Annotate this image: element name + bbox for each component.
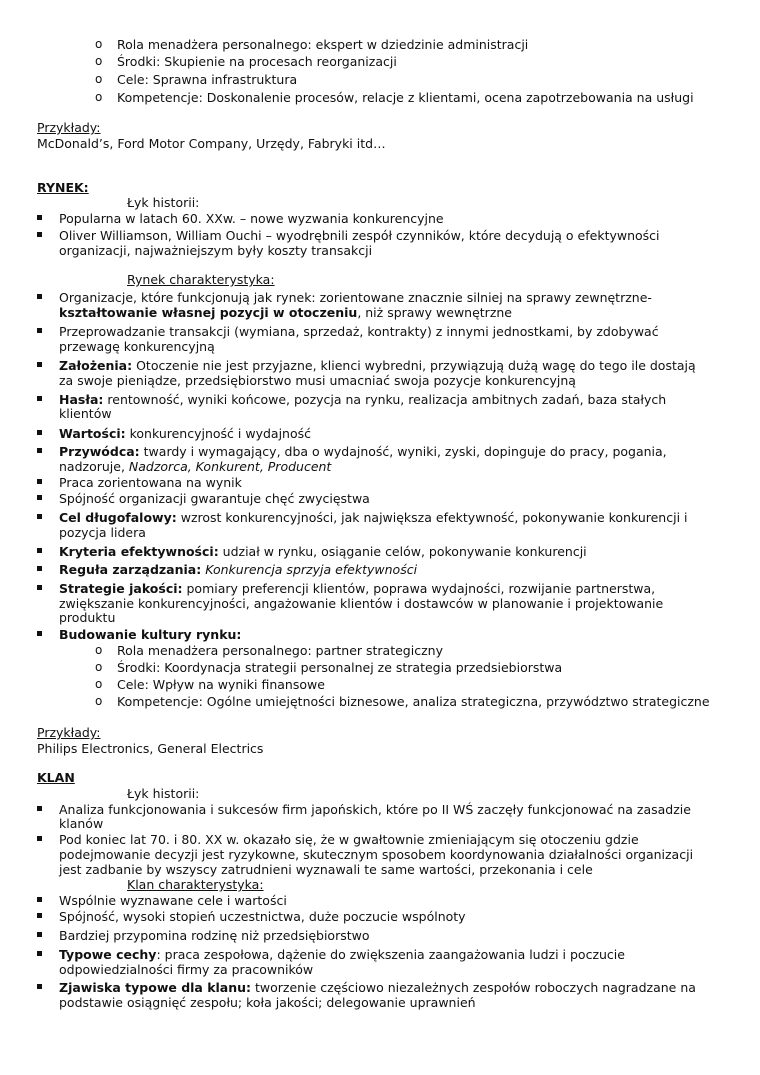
text: rentowność, wyniki końcowe, pozycja na rynku, realizacja ambitnych zadań, baza stałych xyxy=(103,392,667,407)
text: , niż sprawy wewnętrzne xyxy=(357,305,512,320)
list-item-continuation xyxy=(59,459,331,474)
list-item: Środki: Skupienie na procesach reorganizacji xyxy=(117,54,397,69)
text: tworzenie częściowo niezależnych zespołów roboczych nagradzane na xyxy=(251,980,696,995)
list-item-continuation: jest zadbanie by wszyscy zatrudnieni wyznawali te same wartości, przekonania i cele xyxy=(59,862,593,877)
text: udział w rynku, osiąganie celów, pokonywanie konkurencji xyxy=(218,544,587,559)
list-item xyxy=(59,426,311,441)
examples-text: McDonald’s, Ford Motor Company, Urzędy, Fabryki itd… xyxy=(37,136,386,151)
square-bullet-icon xyxy=(37,294,42,299)
square-bullet-icon xyxy=(37,232,42,237)
history-label: Łyk historii: xyxy=(127,195,200,210)
examples-label: Przykłady: xyxy=(37,120,101,135)
text: twardy i wymagający, dba o wydajność, wyniki, zyski, dopinguje do pracy, pogania, xyxy=(139,444,667,459)
square-bullet-icon xyxy=(37,430,42,435)
circle-bullet-icon: o xyxy=(95,37,103,51)
list-item-continuation: podstawie osiągnięć zespołu; koła jakości; delegowanie uprawnień xyxy=(59,995,476,1010)
list-item xyxy=(59,392,666,407)
square-bullet-icon xyxy=(37,328,42,333)
square-bullet-icon xyxy=(37,566,42,571)
square-bullet-icon xyxy=(37,806,42,811)
list-item-continuation xyxy=(59,305,512,320)
section-heading-klan: KLAN xyxy=(37,770,75,785)
square-bullet-icon xyxy=(37,585,42,590)
text: konkurencyjność i wydajność xyxy=(125,426,311,441)
square-bullet-icon xyxy=(37,215,42,220)
list-item: Bardziej przypomina rodzinę niż przedsiębiorstwo xyxy=(59,928,370,943)
circle-bullet-icon: o xyxy=(95,54,103,68)
section-heading-rynek: RYNEK: xyxy=(37,180,89,195)
bold-text: Założenia: xyxy=(59,358,133,373)
list-item xyxy=(59,947,625,962)
circle-bullet-icon: o xyxy=(95,660,103,674)
list-item-continuation: klanów xyxy=(59,816,104,831)
circle-bullet-icon: o xyxy=(95,677,103,691)
list-item xyxy=(59,444,667,459)
italic-text: Konkurencja sprzyja efektywności xyxy=(201,562,418,577)
bold-text: Wartości: xyxy=(59,426,126,441)
list-item: Kompetencje: Doskonalenie procesów, relacje z klientami, ocena zapotrzebowania na usługi xyxy=(117,90,694,105)
square-bullet-icon xyxy=(37,913,42,918)
list-item: Spójność, wysoki stopień uczestnictwa, duże poczucie wspólnoty xyxy=(59,909,466,924)
list-item xyxy=(59,581,655,596)
circle-bullet-icon: o xyxy=(95,694,103,708)
list-item: Organizacje, które funkcjonują jak rynek: zorientowane znacznie silniej na sprawy zewnętrzne- xyxy=(59,290,652,305)
bold-text: Zjawiska typowe dla klanu: xyxy=(59,980,252,995)
list-item: Cele: Sprawna infrastruktura xyxy=(117,72,298,87)
list-item-continuation: zwiększanie konkurencyjności, angażowanie klientów i dostawców w planowanie i projektowanie xyxy=(59,596,664,611)
characteristics-label: Klan charakterystyka: xyxy=(127,877,264,892)
list-item xyxy=(59,562,417,577)
bold-text: Reguła zarządzania: xyxy=(59,562,202,577)
list-item: Oliver Williamson, William Ouchi – wyodrębnili zespół czynników, które decydują o efektywności xyxy=(59,228,660,243)
bold-text: Przywódca: xyxy=(59,444,140,459)
history-label: Łyk historii: xyxy=(127,786,200,801)
square-bullet-icon xyxy=(37,836,42,841)
circle-bullet-icon: o xyxy=(95,643,103,657)
list-item xyxy=(59,358,696,373)
list-item: Rola menadżera personalnego: ekspert w dziedzinie administracji xyxy=(117,37,529,52)
square-bullet-icon xyxy=(37,514,42,519)
text: Otoczenie nie jest przyjazne, klienci wybredni, przywiązują dużą wagę do tego ile dostają xyxy=(132,358,696,373)
text: wzrost konkurencyjności, jak największa efektywność, pokonywanie konkurencji i xyxy=(176,510,688,525)
list-item: Analiza funkcjonowania i sukcesów firm japońskich, które po II WŚ zaczęły funkcjonować na zasadzie xyxy=(59,802,691,817)
list-item xyxy=(59,980,696,995)
list-item-continuation: pozycja lidera xyxy=(59,525,146,540)
bold-text: Cel długofalowy: xyxy=(59,510,177,525)
square-bullet-icon xyxy=(37,396,42,401)
list-item: Budowanie kultury rynku: xyxy=(59,627,242,642)
list-item-continuation: organizacji, najważniejszym były koszty transakcji xyxy=(59,243,373,258)
list-item-continuation: podejmowanie decyzji jest ryzykowne, skutecznym sposobem koordynowania działalności organizacji xyxy=(59,847,694,862)
square-bullet-icon xyxy=(37,631,42,636)
square-bullet-icon xyxy=(37,984,42,989)
list-item: Środki: Koordynacja strategii personalnej ze strategia przedsiebiorstwa xyxy=(117,660,563,675)
square-bullet-icon xyxy=(37,951,42,956)
list-item-continuation: odpowiedzialności firmy za pracowników xyxy=(59,962,314,977)
list-item: Spójność organizacji gwarantuje chęć zwycięstwa xyxy=(59,491,370,506)
bold-text: Typowe cechy xyxy=(59,947,157,962)
square-bullet-icon xyxy=(37,448,42,453)
characteristics-label: Rynek charakterystyka: xyxy=(127,272,275,287)
square-bullet-icon xyxy=(37,362,42,367)
list-item xyxy=(59,510,688,525)
list-item-continuation: klientów xyxy=(59,406,112,421)
text: nadzoruje, xyxy=(59,459,129,474)
square-bullet-icon xyxy=(37,932,42,937)
list-item: Popularna w latach 60. XXw. – nowe wyzwania konkurencyjne xyxy=(59,211,444,226)
list-item xyxy=(59,544,587,559)
square-bullet-icon xyxy=(37,495,42,500)
list-item: Przeprowadzanie transakcji (wymiana, sprzedaż, kontrakty) z innymi jednostkami, by zdobywać xyxy=(59,324,659,339)
examples-label: Przykłady: xyxy=(37,725,101,740)
square-bullet-icon xyxy=(37,548,42,553)
bold-text: Strategie jakości: xyxy=(59,581,183,596)
bold-text: Hasła: xyxy=(59,392,104,407)
list-item: Pod koniec lat 70. i 80. XX w. okazało się, że w gwałtownie zmieniającym się otoczeniu gdzie xyxy=(59,832,639,847)
list-item: Kompetencje: Ogólne umiejętności biznesowe, analiza strategiczna, przywództwo strategiczne xyxy=(117,694,710,709)
circle-bullet-icon: o xyxy=(95,90,103,104)
list-item: Wspólnie wyznawane cele i wartości xyxy=(59,893,287,908)
text: pomiary preferencji klientów, poprawa wydajności, rozwijanie partnerstwa, xyxy=(182,581,656,596)
list-item: Praca zorientowana na wynik xyxy=(59,475,242,490)
circle-bullet-icon: o xyxy=(95,72,103,86)
examples-text: Philips Electronics, General Electrics xyxy=(37,741,264,756)
bold-text: kształtowanie własnej pozycji w otoczeniu xyxy=(59,305,358,320)
list-item-continuation: produktu xyxy=(59,610,116,625)
list-item-continuation: za swoje pieniądze, przedsiębiorstwo musi umacniać swoja pozycje konkurencyjną xyxy=(59,373,576,388)
square-bullet-icon xyxy=(37,897,42,902)
list-item: Rola menadżera personalnego: partner strategiczny xyxy=(117,643,443,658)
list-item-continuation: przewagę konkurencyjną xyxy=(59,339,215,354)
square-bullet-icon xyxy=(37,479,42,484)
text: : praca zespołowa, dążenie do zwiększenia zaangażowania ludzi i poczucie xyxy=(156,947,625,962)
bold-text: Kryteria efektywności: xyxy=(59,544,219,559)
italic-text: Nadzorca, Konkurent, Producent xyxy=(128,459,332,474)
list-item: Cele: Wpływ na wyniki finansowe xyxy=(117,677,325,692)
